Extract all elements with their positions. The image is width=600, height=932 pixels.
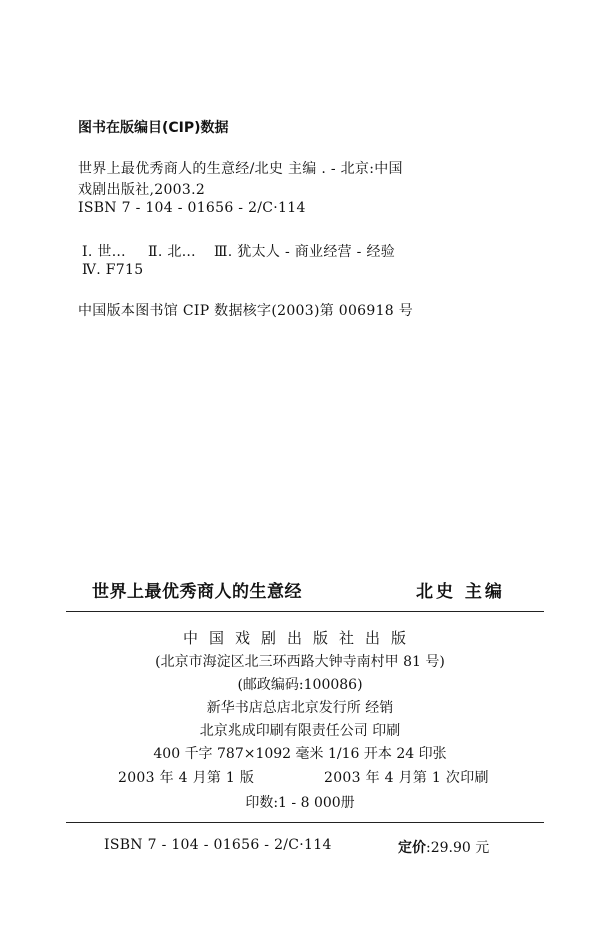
classification-item-3: Ⅲ. 犹太人 - 商业经营 - 经验: [214, 244, 396, 260]
edition: 2003 年 4 月第 1 版: [118, 770, 255, 786]
cip-clc: Ⅳ. F715: [82, 262, 144, 278]
price-value: :29.90 元: [426, 840, 490, 856]
postcode: (邮政编码:100086): [237, 677, 363, 693]
printing: 2003 年 4 月第 1 次印刷: [324, 770, 489, 786]
classification-item-2: Ⅱ. 北…: [148, 244, 196, 260]
publisher: 中国戏剧出版社出版: [182, 629, 417, 647]
distributor: 新华书店总店北京发行所 经销: [206, 700, 394, 716]
printer: 北京兆成印刷有限责任公司 印刷: [199, 723, 401, 739]
classification-item-1: Ⅰ. 世…: [82, 244, 126, 260]
cip-number: 中国版本图书馆 CIP 数据核字(2003)第 006918 号: [78, 303, 414, 319]
publisher-address: (北京市海淀区北三环西路大钟寺南村甲 81 号): [155, 654, 445, 670]
divider-bottom: [66, 822, 544, 823]
colophon-isbn: ISBN 7 - 104 - 01656 - 2/C·114: [104, 837, 332, 853]
book-title: 世界上最优秀商人的生意经: [92, 582, 302, 602]
cip-heading: 图书在版编目(CIP)数据: [78, 120, 229, 136]
cip-isbn: ISBN 7 - 104 - 01656 - 2/C·114: [78, 200, 306, 216]
book-author: 北史 主编: [416, 582, 505, 602]
price: [398, 837, 489, 857]
print-run: 印数:1 - 8 000册: [245, 795, 355, 811]
cip-entry-line1: 世界上最优秀商人的生意经/北史 主编 . - 北京:中国: [78, 161, 403, 177]
cip-classification: [82, 241, 395, 261]
price-label: 定价: [398, 840, 426, 856]
book-specs: 400 千字 787×1092 毫米 1/16 开本 24 印张: [153, 746, 447, 762]
divider-top: [66, 611, 544, 612]
cip-entry-line2: 戏剧出版社,2003.2: [78, 182, 206, 198]
